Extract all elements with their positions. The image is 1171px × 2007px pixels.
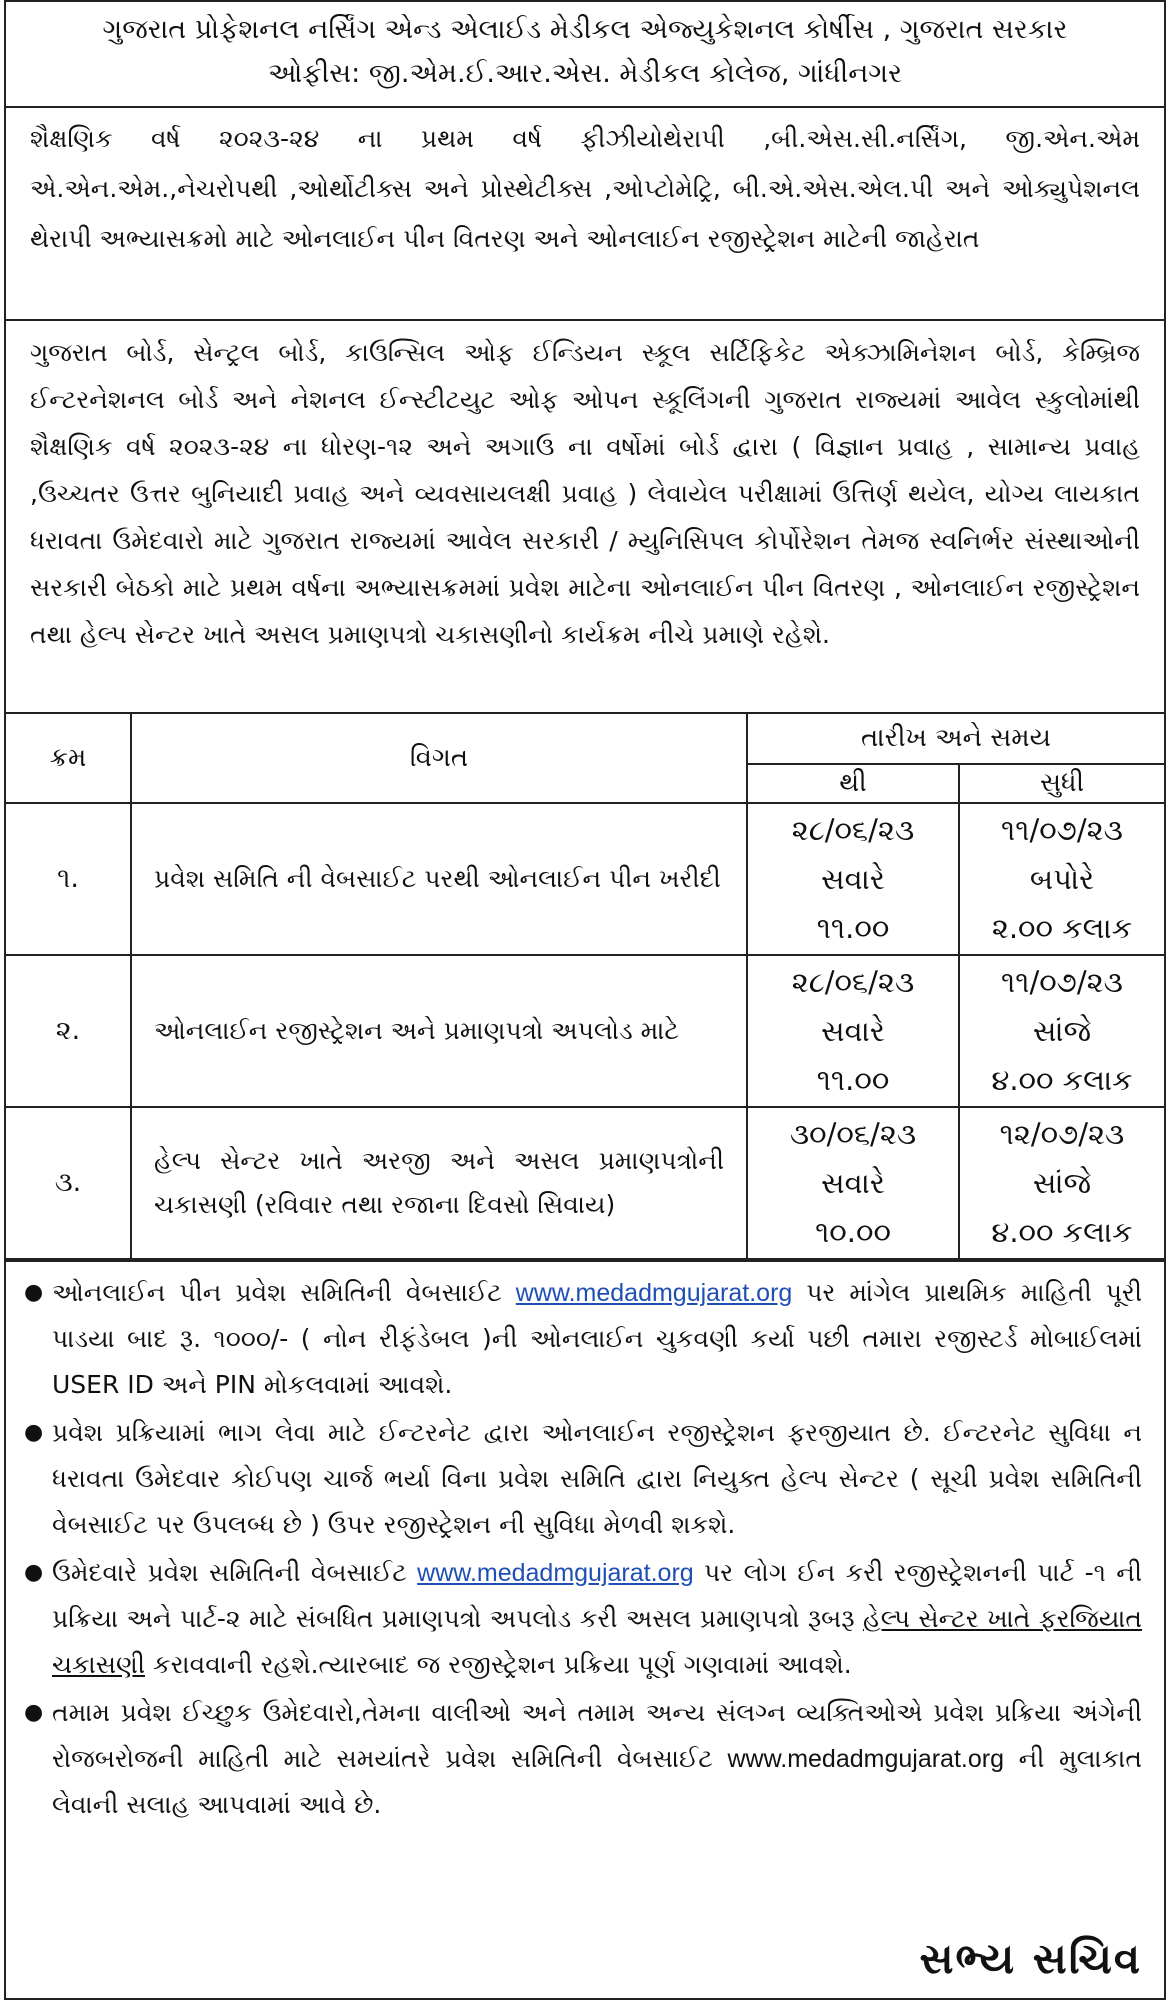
website-link[interactable]: www.medadmgujarat.org (417, 1559, 694, 1587)
note-text (52, 1690, 1142, 1828)
notes-list (6, 1262, 1164, 1929)
to-date: ૧૨/૦૭/૨૩ (999, 1116, 1125, 1151)
to-date: ૧૧/૦૭/૨૩ (1001, 964, 1123, 999)
note-item (24, 1550, 1142, 1688)
note-text-part: કરાવવાની રહશે.ત્યારબાદ જ રજીસ્ટ્રેશન પ્રક્રિયા પૂર્ણ ગણવામાં આવશે. (144, 1650, 852, 1679)
note-text (52, 1270, 1142, 1408)
to-period: સાંજે (1032, 1165, 1092, 1200)
row-from (747, 955, 959, 1107)
row-from (747, 1107, 959, 1259)
col-header-from: થી (747, 764, 959, 803)
row-number: ૧. (6, 803, 131, 955)
from-period: સવારે (821, 861, 885, 896)
note-text-part: ઓનલાઈન પીન પ્રવેશ સમિતિની વેબસાઈટ (52, 1278, 516, 1307)
row-detail: હેલ્પ સેન્ટર ખાતે અરજી અને અસલ પ્રમાણપત્રોની ચકાસણી (રવિવાર તથા રજાના દિવસો સિવાય) (131, 1107, 747, 1259)
row-number: ૨. (6, 955, 131, 1107)
eligibility-paragraph: ગુજરાત બોર્ડ, સેન્ટ્રલ બોર્ડ, કાઉન્સિલ ઓફ ઈન્ડિયન સ્કૂલ સર્ટિફિકેટ એક્ઝામિનેશન બોર્ડ, કેમ્બ્રિજ ઈન્ટરનેશનલ બોર્ડ અને નેશનલ ઈન્સ્ટીટયુટ ઓફ ઓપન સ્કૂલિંગની ગુજરાત રાજ્યમાં આવેલ સ્કુલોમાંથી શૈક્ષણિક વર્ષ ૨૦૨૩-૨૪ ના ધોરણ-૧૨ અને અગાઉ ના વર્ષોમાં બોર્ડ દ્વારા ( વિજ્ઞાન પ્રવાહ , સામાન્ય પ્રવાહ ,ઉચ્ચતર ઉત્તર બુનિયાદી પ્રવાહ અને વ્યવસાયલક્ષી પ્રવાહ ) લેવાયેલ પરીક્ષામાં ઉત્તિર્ણ થયેલ, યોગ્ય લાયકાત ધરાવતા ઉમેદવારો માટે ગુજરાત રાજ્યમાં આવેલ સરકારી / મ્યુનિસિપલ કોર્પોરેશન તેમજ સ્વનિર્ભર સંસ્થાઓની સરકારી બેઠકો માટે પ્રથમ વર્ષના અભ્યાસક્રમમાં પ્રવેશ માટેના ઓનલાઈન પીન વિતરણ , ઓનલાઈન રજીસ્ટ્રેશન તથા હેલ્પ સેન્ટર ખાતે અસલ પ્રમાણપત્રો ચકાસણીનો કાર્યક્રમ નીચે પ્રમાણે રહેશે. (6, 321, 1164, 714)
note-text-part: પર માંગેલ પ્રાથમિક માહિતી પૂરી પાડયા બાદ રૂ. ૧૦૦૦/- ( નોન રીફંડેબલ )ની ઓનલાઈન ચુકવણી કર્યા પછી તમારા રજીસ્ટર્ડ મોબાઈલમાં USER ID અને PIN મોકલવામાં આવશે. (52, 1278, 1142, 1399)
table-row (6, 1107, 1164, 1259)
from-time: ૧૦.૦૦ (815, 1214, 891, 1249)
table-row (6, 803, 1164, 955)
notice-header (6, 2, 1164, 108)
bullet-icon: ● (24, 1280, 44, 1305)
bullet-icon: ● (24, 1560, 44, 1585)
notice-document (4, 0, 1166, 2000)
website-url-text: www.medadmgujarat.org (727, 1745, 1004, 1773)
col-header-detail: વિગત (131, 714, 747, 803)
note-item (24, 1410, 1142, 1548)
row-to (959, 955, 1164, 1107)
from-time: ૧૧.૦૦ (816, 1062, 890, 1097)
announcement-title: શૈક્ષણિક વર્ષ ૨૦૨૩-૨૪ ના પ્રથમ વર્ષ ફીઝીયોથેરાપી ,બી.એસ.સી.નર્સિંગ, જી.એન.એમ એ.એન.એમ.,નેચરોપથી ,ઓર્થોટીક્સ અને પ્રોસ્થેટીક્સ ,ઓપ્ટોમેટ્રિ, બી.એ.એસ.એલ.પી અને ઓક્યુપેશનલ થેરાપી અભ્યાસક્રમો માટે ઓનલાઈન પીન વિતરણ અને ઓનલાઈન રજીસ્ટ્રેશન માટેની જાહેરાત (6, 108, 1164, 321)
underlined-text: હેલ્પ સેન્ટર ખાતે ફરજિયાત ચકાસણી (52, 1604, 1142, 1679)
note-text-part: તમામ પ્રવેશ ઈચ્છુક ઉમેદવારો,તેમના વાલીઓ અને તમામ અન્ય સંલગ્ન વ્યક્તિઓએ પ્રવેશ પ્રક્રિયા અંગેની રોજબરોજની માહિતી માટે સમયાંતરે પ્રવેશ સમિતિની વેબસાઈટ (52, 1698, 1142, 1773)
table-row (6, 955, 1164, 1107)
from-date: ૨૮/૦૬/૨૩ (791, 964, 915, 999)
to-time: ૪.૦૦ કલાક (991, 1062, 1133, 1097)
to-date: ૧૧/૦૭/૨૩ (1001, 812, 1123, 847)
row-to (959, 1107, 1164, 1259)
row-detail: પ્રવેશ સમિતિ ની વેબસાઈટ પરથી ઓનલાઈન પીન ખરીદી (131, 803, 747, 955)
col-header-serial: ક્રમ (6, 714, 131, 803)
row-number: ૩. (6, 1107, 131, 1259)
note-text-part: પર લોગ ઈન કરી રજીસ્ટ્રેશનની પાર્ટ -૧ ની પ્રક્રિયા અને પાર્ટ-૨ માટે સંબધિત પ્રમાણપત્રો અપલોડ કરી અસલ પ્રમાણપત્રો રૂબરૂ (52, 1558, 1142, 1633)
note-item (24, 1270, 1142, 1408)
note-text (52, 1550, 1142, 1688)
header-office: ઓફીસ: જી.એમ.ઈ.આર.એસ. મેડીકલ કોલેજ, ગાંધીનગર (267, 58, 903, 89)
to-time: ૪.૦૦ કલાક (991, 1214, 1133, 1249)
note-text-part: ની મુલાકાત લેવાની સલાહ આપવામાં આવે છે. (52, 1744, 1142, 1819)
to-period: બપોરે (1029, 861, 1095, 896)
schedule-table (6, 714, 1164, 1260)
note-text: પ્રવેશ પ્રક્રિયામાં ભાગ લેવા માટે ઈન્ટરનેટ દ્વારા ઓનલાઈન રજીસ્ટ્રેશન ફરજીયાત છે. ઈન્ટરનેટ સુવિધા ન ધરાવતા ઉમેદવાર કોઈપણ ચાર્જ ભર્યા વિના પ્રવેશ સમિતિ દ્વારા નિયુક્ત હેલ્પ સેન્ટર ( સૂચી પ્રવેશ સમિતિની વેબસાઈટ પર ઉપલબ્ધ છે ) ઉપર રજીસ્ટ્રેશન ની સુવિધા મેળવી શકશે. (52, 1418, 1142, 1539)
to-time: ૨.૦૦ કલાક (991, 910, 1133, 945)
from-date: ૩૦/૦૬/૨૩ (789, 1116, 917, 1151)
from-time: ૧૧.૦૦ (816, 910, 890, 945)
col-header-to: સુધી (959, 764, 1164, 803)
to-period: સાંજે (1032, 1013, 1092, 1048)
row-to (959, 803, 1164, 955)
bullet-icon: ● (24, 1420, 44, 1445)
schedule-table-wrapper (6, 714, 1164, 1262)
note-text-part: ઉમેદવારે પ્રવેશ સમિતિની વેબસાઈટ (52, 1558, 418, 1587)
from-period: સવારે (821, 1013, 885, 1048)
website-link[interactable]: www.medadmgujarat.org (515, 1279, 793, 1307)
row-detail: ઓનલાઈન રજીસ્ટ્રેશન અને પ્રમાણપત્રો અપલોડ માટે (131, 955, 747, 1107)
col-header-datetime: તારીખ અને સમય (747, 714, 1164, 764)
signature-member-secretary: સભ્ય સચિવ (919, 1934, 1142, 1983)
note-item (24, 1690, 1142, 1828)
row-from (747, 803, 959, 955)
bullet-icon: ● (24, 1700, 44, 1725)
header-organization: ગુજરાત પ્રોફેશનલ નર્સિંગ એન્ડ એલાઈડ મેડીકલ એજ્યુકેશનલ કોર્ષીસ , ગુજરાત સરકાર (102, 14, 1068, 45)
from-period: સવારે (821, 1165, 885, 1200)
from-date: ૨૮/૦૬/૨૩ (791, 812, 915, 847)
